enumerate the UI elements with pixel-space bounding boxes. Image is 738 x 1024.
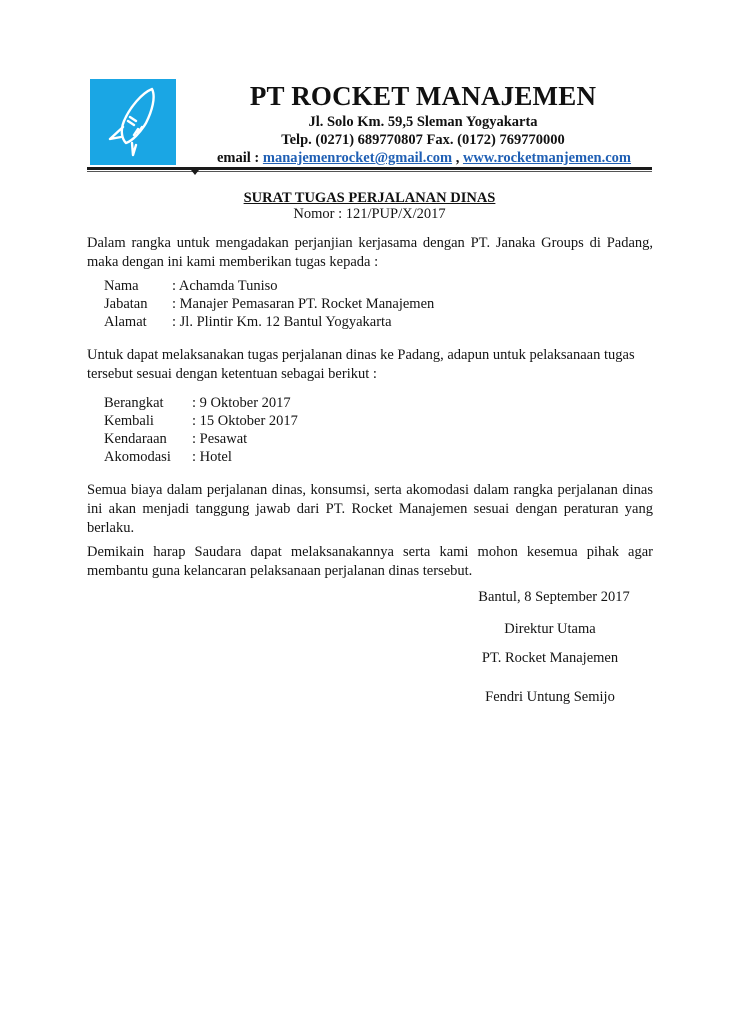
trip-row-accommodation bbox=[104, 448, 298, 466]
field-label: Berangkat bbox=[104, 395, 164, 411]
company-address: Jl. Solo Km. 59,5 Sleman Yogyakarta bbox=[308, 114, 538, 130]
field-label: Jabatan bbox=[104, 296, 148, 312]
header-divider-notch bbox=[191, 170, 199, 175]
field-value: : 15 Oktober 2017 bbox=[192, 413, 298, 429]
signatory-name: Fendri Untung Semijo bbox=[485, 689, 615, 705]
field-value: : Achamda Tuniso bbox=[172, 278, 278, 294]
document-number: Nomor : 121/PUP/X/2017 bbox=[293, 206, 446, 222]
assignee-details bbox=[104, 277, 434, 331]
assignee-row-address bbox=[104, 313, 434, 331]
field-value: : 9 Oktober 2017 bbox=[192, 395, 291, 411]
signature-place-date: Bantul, 8 September 2017 bbox=[478, 589, 630, 605]
closing-paragraph: Demikain harap Saudara dapat melaksanakannya serta kami mohon kesemua pihak agar membantu guna kelancaran pelaksanaan perjalanan dinas tersebut. bbox=[87, 544, 653, 579]
company-name: PT ROCKET MANAJEMEN bbox=[249, 81, 597, 111]
email-label: email : bbox=[216, 150, 263, 166]
field-value: : Jl. Plintir Km. 12 Bantul Yogyakarta bbox=[172, 314, 392, 330]
field-label: Alamat bbox=[104, 314, 147, 330]
field-label: Kembali bbox=[104, 413, 154, 429]
intro-paragraph: Dalam rangka untuk mengadakan perjanjian kerjasama dengan PT. Janaka Groups di Padang, maka dengan ini kami memberikan tugas kepada : bbox=[87, 235, 653, 270]
trip-intro-paragraph: Untuk dapat melaksanakan tugas perjalanan dinas ke Padang, adapun untuk pelaksanaan tugas tersebut sesuai dengan ketentuan sebagai berikut : bbox=[87, 347, 635, 382]
header-divider-thin bbox=[87, 171, 652, 172]
contact-separator: , bbox=[452, 150, 463, 166]
trip-details bbox=[104, 394, 298, 466]
field-label: Akomodasi bbox=[104, 449, 171, 465]
company-phone-fax: Telp. (0271) 689770807 Fax. (0172) 769770000 bbox=[281, 132, 565, 148]
rocket-icon bbox=[90, 79, 176, 165]
trip-row-departure bbox=[104, 394, 298, 412]
company-logo bbox=[90, 79, 176, 165]
trip-row-return bbox=[104, 412, 298, 430]
field-value: : Pesawat bbox=[192, 431, 248, 447]
field-value: : Manajer Pemasaran PT. Rocket Manajemen bbox=[172, 296, 435, 312]
header-divider bbox=[87, 167, 652, 170]
company-contact-line bbox=[198, 149, 650, 167]
signature-position: Direktur Utama bbox=[504, 621, 596, 637]
website-link[interactable]: www.rocketmanjemen.com bbox=[462, 150, 632, 166]
field-label: Nama bbox=[104, 278, 139, 294]
trip-row-vehicle bbox=[104, 430, 298, 448]
field-label: Kendaraan bbox=[104, 431, 167, 447]
costs-paragraph: Semua biaya dalam perjalanan dinas, konsumsi, serta akomodasi dalam rangka perjalanan dinas ini akan menjadi tanggung jawab dari PT. Rocket Manajemen sesuai dengan peraturan yang berlaku. bbox=[87, 482, 653, 536]
field-value: : Hotel bbox=[192, 449, 232, 465]
assignee-row-position bbox=[104, 295, 434, 313]
email-link[interactable]: manajemenrocket@gmail.com bbox=[262, 150, 453, 166]
document-title: SURAT TUGAS PERJALANAN DINAS bbox=[243, 190, 496, 206]
assignee-row-name bbox=[104, 277, 434, 295]
signature-company: PT. Rocket Manajemen bbox=[481, 650, 619, 666]
